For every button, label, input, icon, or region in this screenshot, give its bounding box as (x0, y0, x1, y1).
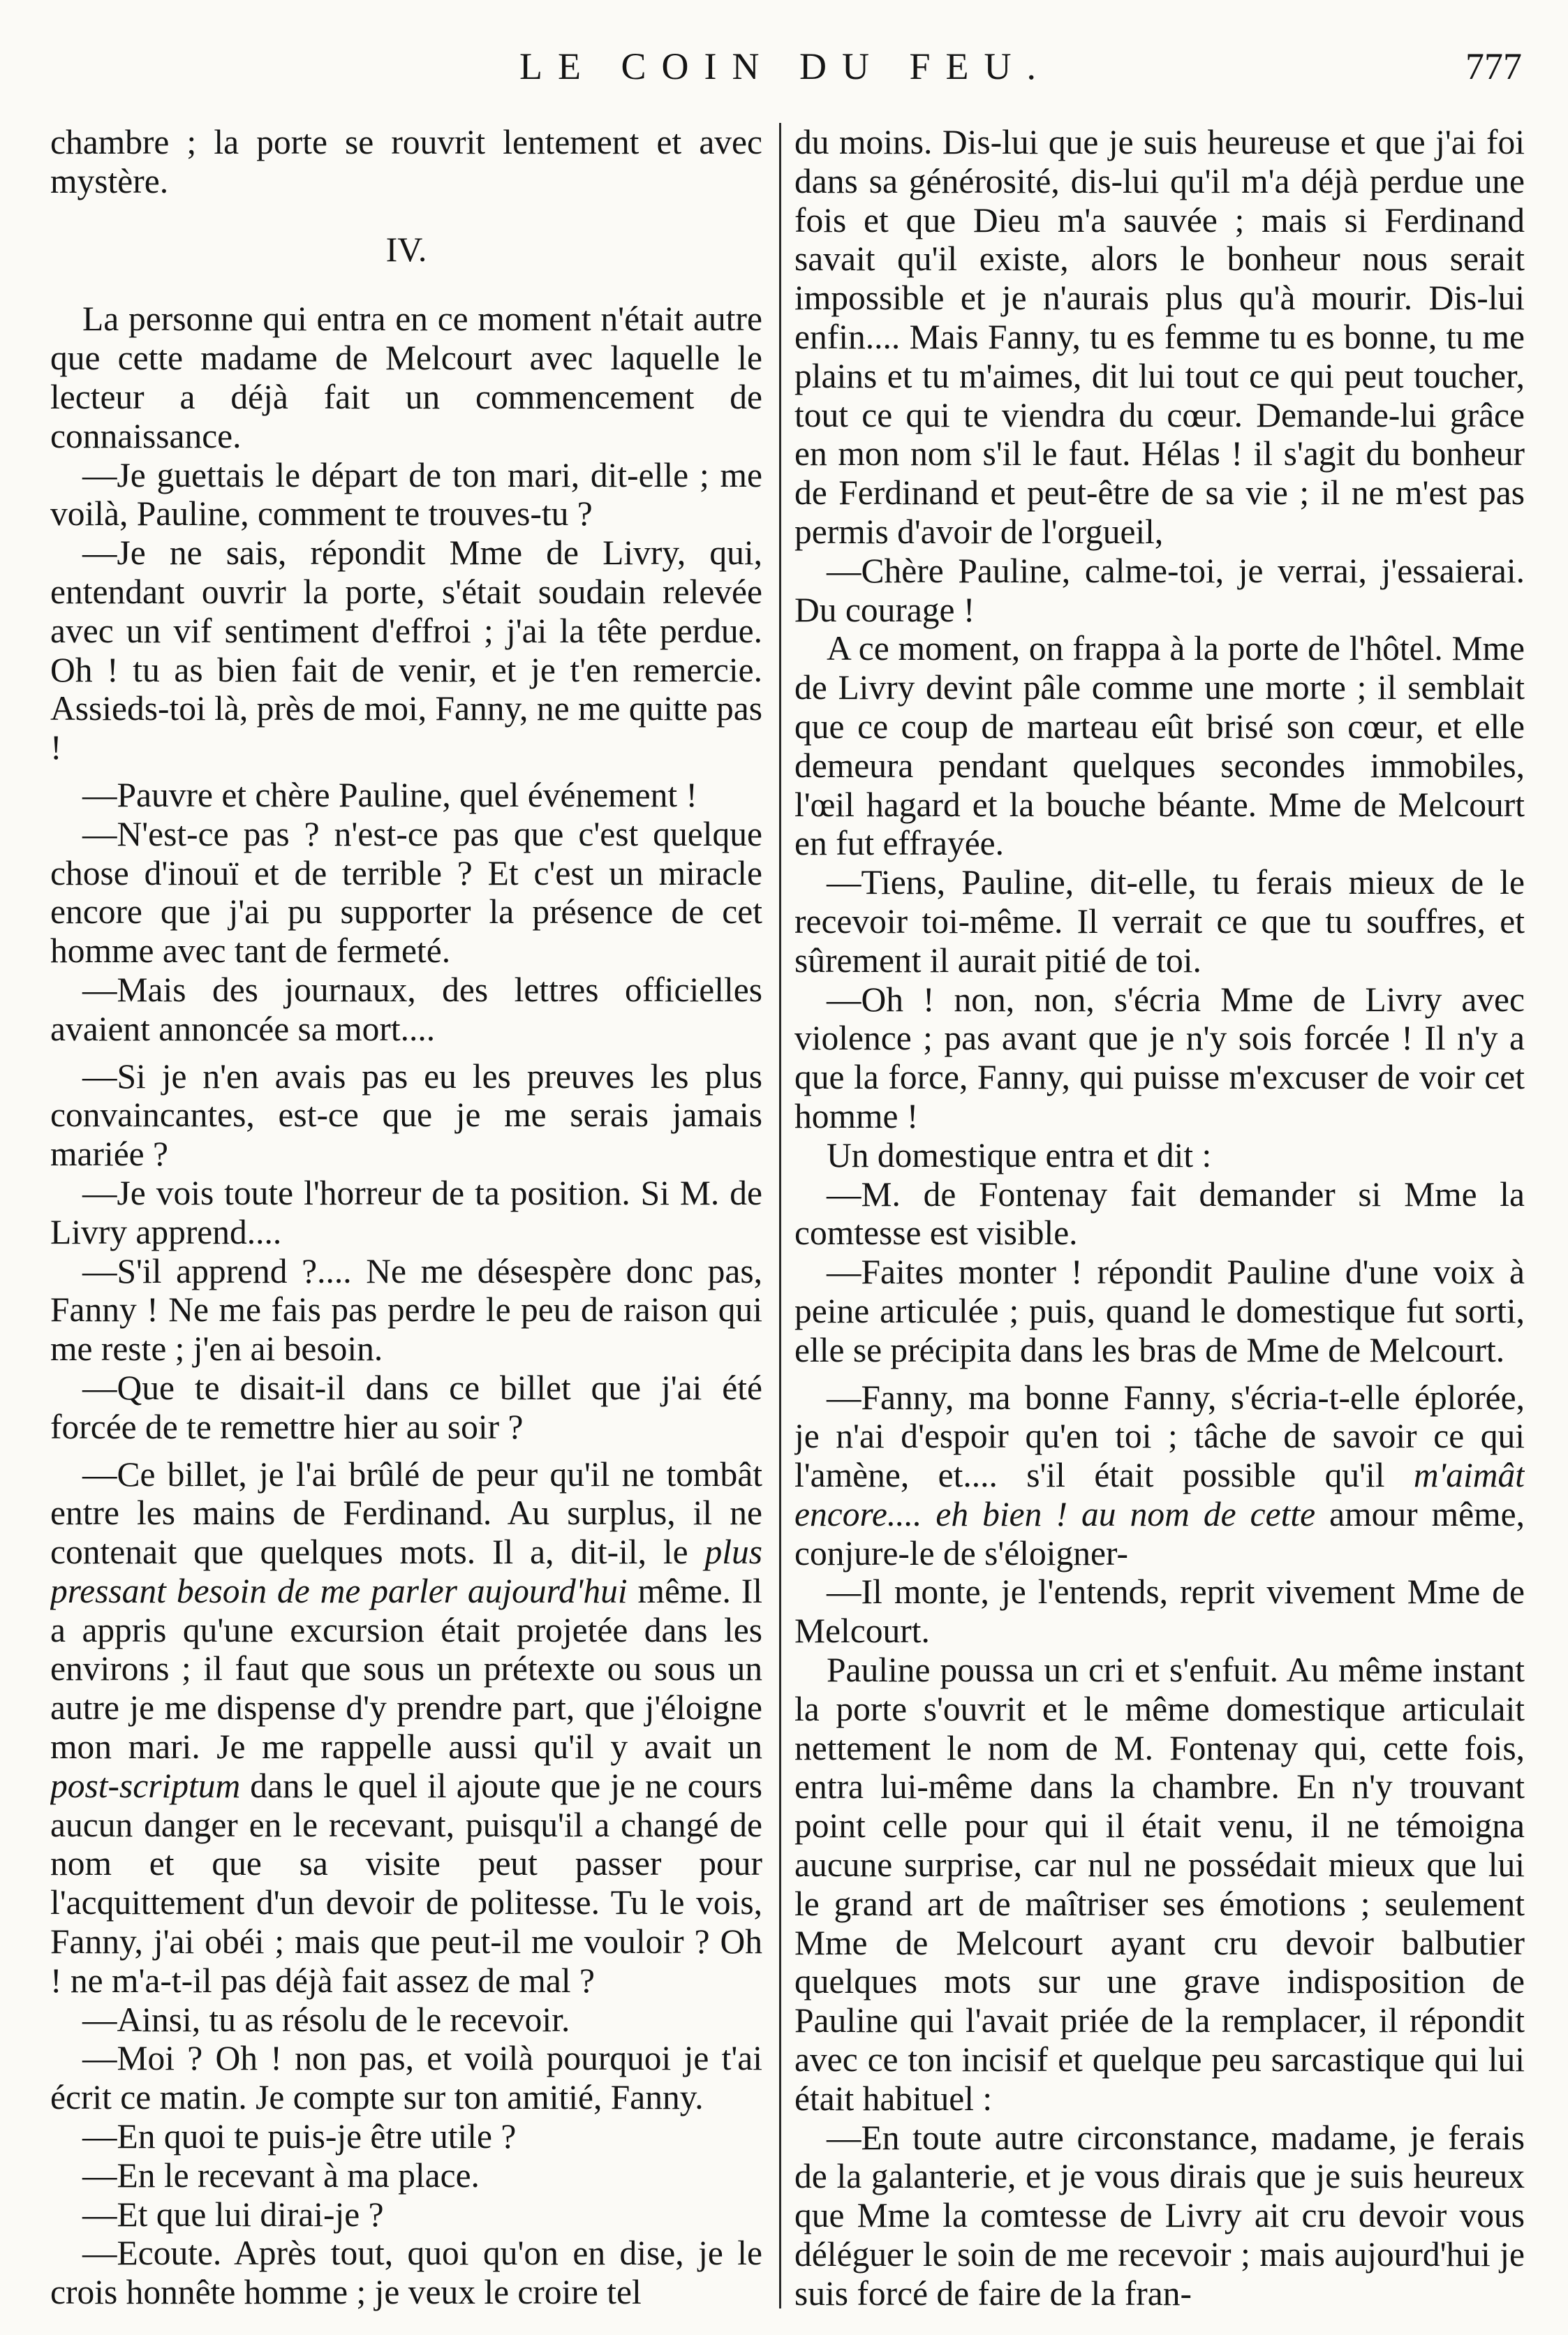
paragraph: —Moi ? Oh ! non pas, et voilà pourquoi je t'ai écrit ce matin. Je compte sur ton amitié, Fanny. (50, 2039, 762, 2117)
running-header (49, 45, 1522, 101)
left-column (50, 123, 762, 2315)
paragraph: —En quoi te puis-je être utile ? (82, 2117, 517, 2156)
text-run: —Fanny, ma bonne Fanny, s'écria-t-elle éplorée, je n'ai d'espoir qu'en toi ; tâche de savoir ce qui l'amène, et.... s'il était possible qu'il (794, 1378, 1525, 1495)
paragraph: —N'est-ce pas ? n'est-ce pas que c'est quelque chose d'inouï et de terrible ? Et c'est un miracle encore que j'ai pu supporter la présence de cet homme avec tant de fermeté. (50, 814, 762, 971)
paragraph: —Pauvre et chère Pauline, quel événement ! (82, 775, 698, 814)
text-run: même. Il a appris qu'une excursion était projetée dans les environs ; il faut que sous un prétexte ou sous un autre je me dispense d'y prendre part, que j'éloigne mon mari. Je me rappelle aussi qu'il y avait un (50, 1571, 762, 1767)
paragraph-with-italics (50, 1455, 762, 2001)
paragraph: —Tiens, Pauline, dit-elle, tu ferais mieux de le recevoir toi-même. Il verrait ce que tu souffres, et sûrement il aurait pitié de toi. (794, 863, 1525, 980)
paragraph: chambre ; la porte se rouvrit lentement et avec mystère. (50, 123, 762, 200)
paragraph: —En le recevant à ma place. (82, 2156, 480, 2195)
paragraph: —Je vois toute l'horreur de ta position. Si M. de Livry apprend.... (50, 1173, 762, 1251)
paragraph: Un domestique entra et dit : (827, 1135, 1212, 1174)
paragraph: —Chère Pauline, calme-toi, je verrai, j'essaierai. Du courage ! (794, 551, 1525, 629)
italic-run: post-scriptum (50, 1766, 241, 1805)
page-number: 777 (1465, 45, 1522, 87)
running-title: LE COIN DU FEU. (519, 45, 1051, 87)
paragraph: —Je ne sais, répondit Mme de Livry, qui, entendant ouvrir la porte, s'était soudain relevée avec un vif sentiment d'effroi ; j'ai la tête perdue. Oh ! tu as bien fait de venir, et je t'en remercie. Assieds-toi là, près de moi, Fanny, ne me quitte pas ! (50, 533, 762, 767)
italic-run: m'aimât encore.... eh bien ! au nom de cette (794, 1456, 1525, 1533)
paragraph: du moins. Dis-lui que je suis heureuse et que j'ai foi dans sa générosité, dis-lui qu'il m'a déjà perdue une fois et que Dieu m'a sauvée ; mais si Ferdinand savait qu'il existe, alors le bonheur nous serait impossible et je n'aurais plus qu'à mourir. Dis-lui enfin.... Mais Fanny, tu es femme tu es bonne, tu me plains et tu m'aimes, dit lui tout ce qui peut toucher, tout ce qui te viendra du cœur. Demande-lui grâce en mon nom s'il le faut. Hélas ! il s'agit du bonheur de Ferdinand et peut-être de sa vie ; il ne m'est pas permis d'avoir de l'orgueil, (794, 123, 1525, 551)
text-run: dans le quel il ajoute que je ne cours aucun danger en le recevant, puisqu'il a changé de nom et que sa visite peut passer pour l'acquittement d'un devoir de politesse. Tu le vois, Fanny, j'ai obéi ; mais que peut-il me vouloir ? Oh ! ne m'a-t-il pas déjà fait assez de mal ? (50, 1766, 762, 2000)
paragraph: —Et que lui dirai-je ? (82, 2195, 384, 2234)
paragraph: —Ainsi, tu as résolu de le recevoir. (82, 2000, 570, 2039)
paragraph: —Que te disait-il dans ce billet que j'ai été forcée de te remettre hier au soir ? (50, 1368, 762, 1446)
italic-run: plus pressant besoin de me parler aujourd'hui (50, 1533, 762, 1610)
paragraph-with-italics (794, 1378, 1525, 1573)
paragraph: —Si je n'en avais pas eu les preuves les plus convaincantes, est-ce que je me serais jamais mariée ? (50, 1056, 762, 1174)
column-divider (779, 123, 781, 2308)
paragraph: La personne qui entra en ce moment n'était autre que cette madame de Melcourt avec laquelle le lecteur a déjà fait un commencement de connaissance. (50, 300, 762, 455)
section-heading (50, 230, 762, 270)
paragraph: —S'il apprend ?.... Ne me désespère donc pas, Fanny ! Ne me fais pas perdre le peu de raison qui me reste ; j'en ai besoin. (50, 1251, 762, 1369)
right-column (794, 123, 1525, 2315)
text-run: —Ce billet, je l'ai brûlé de peur qu'il ne tombât entre les mains de Ferdinand. Au surplus, il ne contenait que quelques mots. Il a, dit-il, le (50, 1454, 762, 1572)
paragraph: —Ecoute. Après tout, quoi qu'on en dise, je le crois honnête homme ; je veux le croire tel (50, 2234, 762, 2312)
text-run: amour même, conjure-le de s'éloigner- (794, 1494, 1525, 1572)
paragraph: A ce moment, on frappa à la porte de l'hôtel. Mme de Livry devint pâle comme une morte ; il semblait que ce coup de marteau eût brisé son cœur, et elle demeura pendant quelques secondes immobiles, l'œil hagard et la bouche béante. Mme de Melcourt en fut effrayée. (794, 629, 1525, 863)
paragraph: —Il monte, je l'entends, reprit vivement Mme de Melcourt. (794, 1572, 1525, 1651)
paragraph: —En toute autre circonstance, madame, je ferais de la galanterie, et je vous dirais que je suis heureux que Mme la comtesse de Livry ait cru devoir vous déléguer le soin de me recevoir ; mais aujourd'hui je suis forcé de faire de la fran- (794, 2118, 1525, 2313)
paragraph: —M. de Fontenay fait demander si Mme la comtesse est visible. (794, 1174, 1525, 1253)
paragraph: Pauline poussa un cri et s'enfuit. Au même instant la porte s'ouvrit et le même domestique articulait nettement le nom de M. Fontenay qui, cette fois, entra lui-même dans la chambre. En n'y trouvant point celle pour qui il était venu, il ne témoigna aucune surprise, car nul ne possédait mieux que lui le grand art de maîtriser ses émotions ; seulement Mme de Melcourt ayant cru devoir balbutier quelques mots sur une grave indisposition de Pauline qui l'avait priée de la remplacer, il répondit avec ce ton incisif et quelque peu sarcastique qui lui était habituel : (794, 1651, 1525, 2118)
paragraph: —Faites monter ! répondit Pauline d'une voix à peine articulée ; puis, quand le domestique fut sorti, elle se précipita dans les bras de Mme de Melcourt. (794, 1253, 1525, 1369)
section-number: IV. (385, 229, 427, 269)
paragraph: —Oh ! non, non, s'écria Mme de Livry avec violence ; pas avant que je n'y sois forcée ! Il n'y a que la force, Fanny, qui puisse m'excuser de voir cet homme ! (794, 980, 1525, 1135)
paragraph: —Mais des journaux, des lettres officielles avaient annoncée sa mort.... (50, 970, 762, 1048)
paragraph: —Je guettais le départ de ton mari, dit-elle ; me voilà, Pauline, comment te trouves-tu ? (50, 455, 762, 533)
